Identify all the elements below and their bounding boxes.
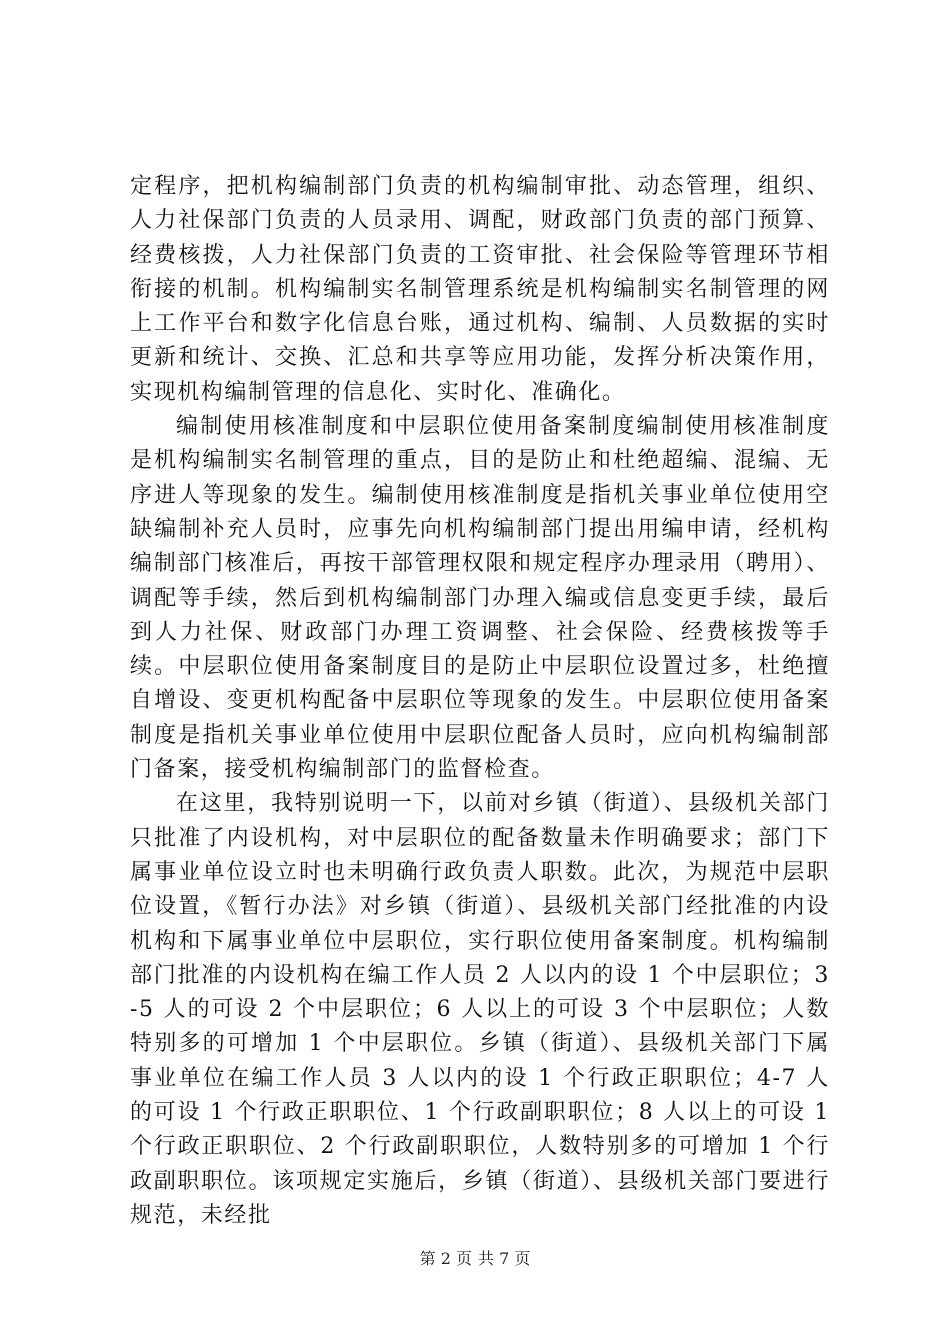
paragraph-2: 编制使用核准制度和中层职位使用备案制度编制使用核准制度是机构编制实名制管理的重点，目的是防止和杜绝超编、混编、无序进人等现象的发生。编制使用核准制度是指机关事业单位使用空缺编制补充人员时，应事先向机构编制部门提出用编申请，经机构编制部门核准后，再按干部管理权限和规定程序办理录用（聘用）、调配等手续，然后到机构编制部门办理入编或信息变更手续，最后到人力社保、财政部门办理工资调整、社会保险、经费核拨等手续。中层职位使用备案制度目的是防止中层职位设置过多，杜绝擅自增设、变更机构配备中层职位等现象的发生。中层职位使用备案制度是指机关事业单位使用中层职位配备人员时，应向机构编制部门备案，接受机构编制部门的监督检查。	[130, 414, 830, 783]
document-body	[130, 170, 830, 1233]
paragraph-3: 在这里，我特别说明一下，以前对乡镇（街道）、县级机关部门只批准了内设机构，对中层职位的配备数量未作明确要求；部门下属事业单位设立时也未明确行政负责人职数。此次，为规范中层职位设置，《暂行办法》对乡镇（街道）、县级机关部门经批准的内设机构和下属事业单位中层职位，实行职位使用备案制度。机构编制部门批准的内设机构在编工作人员 2 人以内的设 1 个中层职位；3-5 人的可设 2 个中层职位；6 人以上的可设 3 个中层职位；人数特别多的可增加 1 个中层职位。乡镇（街道）、县级机关部门下属事业单位在编工作人员 3 人以内的设 1 个行政正职职位；4-7 人的可设 1 个行政正职职位、1 个行政副职职位；8 人以上的可设 1 个行政正职职位、2 个行政副职职位，人数特别多的可增加 1 个行政副职职位。该项规定实施后，乡镇（街道）、县级机关部门要进行规范，未经批	[130, 791, 830, 1228]
page-number-total: 共 7 页	[478, 1249, 531, 1268]
paragraph-1: 定程序，把机构编制部门负责的机构编制审批、动态管理，组织、人力社保部门负责的人员录用、调配，财政部门负责的部门预算、经费核拨，人力社保部门负责的工资审批、社会保险等管理环节相衔接的机制。机构编制实名制管理系统是机构编制实名制管理的网上工作平台和数字化信息台账，通过机构、编制、人员数据的实时更新和统计、交换、汇总和共享等应用功能，发挥分析决策作用，实现机构编制管理的信息化、实时化、准确化。	[130, 174, 830, 405]
page-number-current: 第 2 页	[419, 1249, 472, 1268]
page-footer	[0, 1246, 950, 1269]
